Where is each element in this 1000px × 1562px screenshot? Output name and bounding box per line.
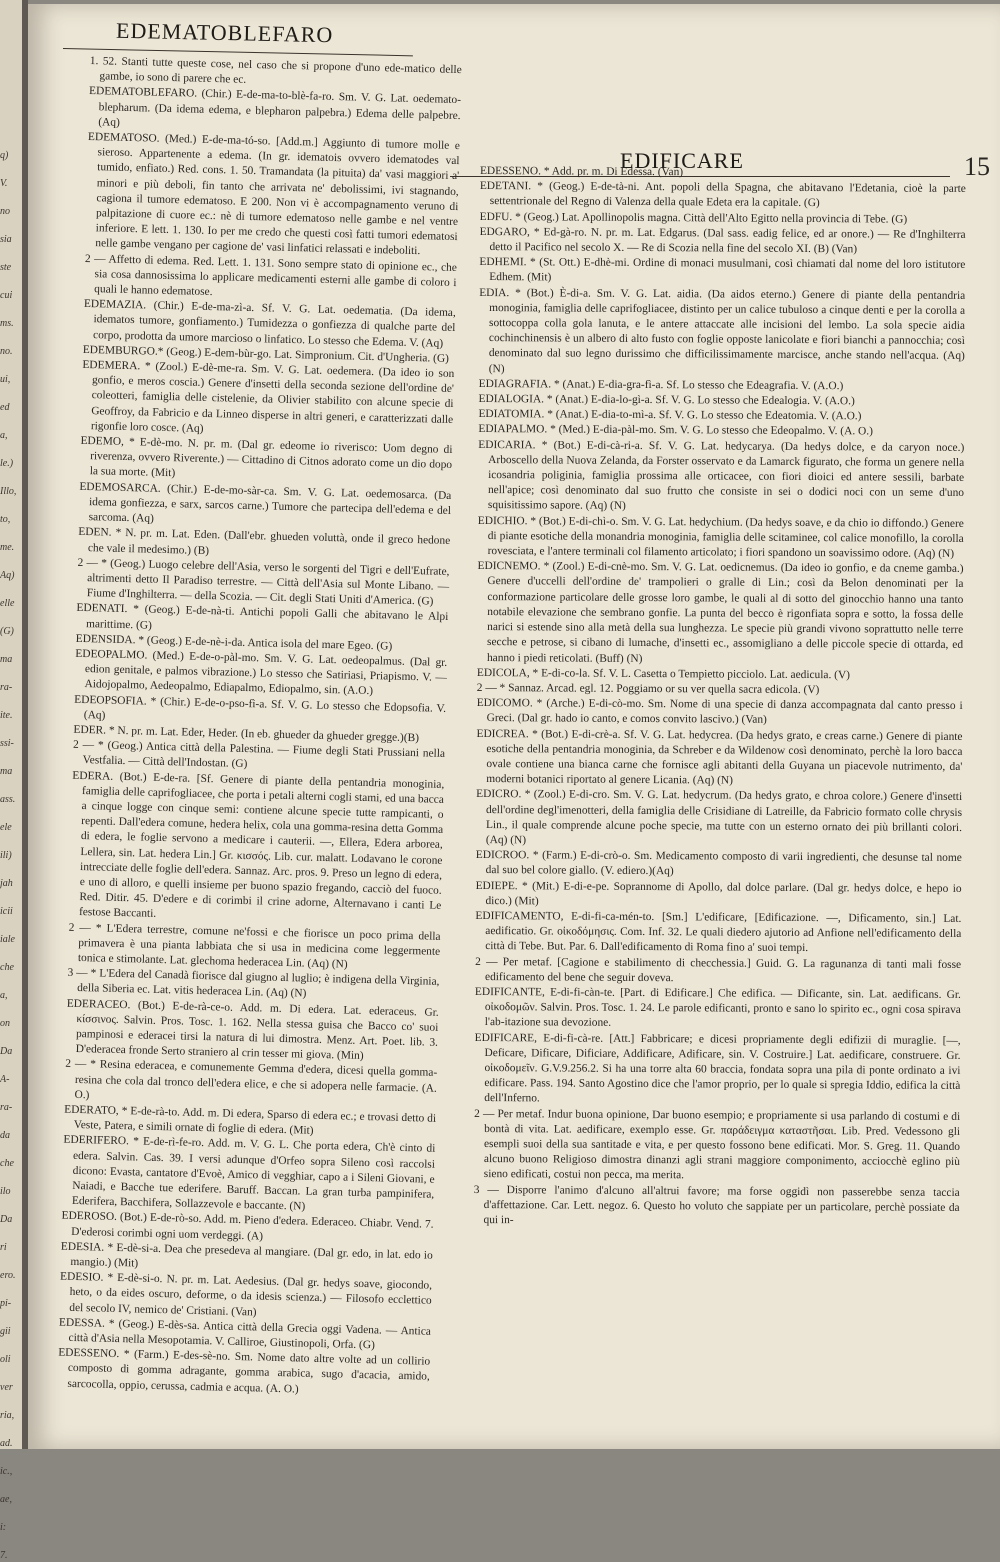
dictionary-entry: EDEMATOBLEFARO. (Chir.) E-de-ma-to-blè-fa-ro. Sm. V. G. Lat. oedemato-blepharum. (Da idema edema, e blepharon palpebra.) Edema delle palpebre. (Aq) (88, 85, 462, 129)
gutter-fragment: ma (0, 766, 13, 777)
gutter-fragment: no. (0, 346, 13, 357)
page-number: 15 (964, 152, 990, 181)
dictionary-entry: EDESSA. * (Geog.) E-dès-sa. Antica città della Grecia oggi Vadena. — Antica città d'Asia nella Mesopotamia. V. Calliroe, Giustinopoli, Orfa. (G) (58, 1316, 432, 1352)
dictionary-entry: 2 — Per metaf. [Cagione e stabilimento di checchessia.] Guid. G. La ragunanza di tanti mali fosse edificamento del bene che seguir doveva. (475, 955, 962, 984)
gutter-fragment: to, (0, 514, 11, 525)
gutter-fragment: da (0, 1130, 10, 1141)
gutter-fragment: che (0, 1158, 14, 1169)
dictionary-entry: EDICOMO. * (Arche.) E-di-cò-mo. Sm. Nome di una specie di danza accompagnata dal canto presso i Greci. (Dal gr. hado io canto, e comos convito lascivo.) (Van) (476, 697, 963, 727)
dictionary-entry: EDETANI. * (Geog.) E-de-tà-ni. Ant. popoli della Spagna, che abitavano l'Edetania, cioè la parte settentrionale del Regno di Valenza della quale Edeta era la capitale. (G) (479, 180, 966, 210)
gutter-fragment: gii (0, 1326, 11, 1337)
dictionary-entry: EDERIFERO. * E-de-rì-fe-ro. Add. m. V. G. L. Che porta edera, Ch'è cinto di edera. Salvin. Cas. 39. I versi adunque d'Orfeo sopra Sileno così raccolsi dicono: Evasta, cantatore d'Evoè, Amico di vegghiar, capo a i Sileni Giovani, e Naiadi, e Bacche tue ederifere. Baruff. Baccan. La gran turba pampinifera, Ederifera, Bacchifera, Sollazzevole e baccante. (N) (63, 1134, 436, 1213)
gutter-fragment: Aq) (0, 570, 15, 581)
dictionary-entry: EDEN. * N. pr. m. Lat. Eden. (Dall'ebr. ghueden voluttà, onde il greco hedone che vale il medesimo.) (B) (78, 526, 451, 557)
left-column (57, 54, 462, 1401)
dictionary-entry: EDERACEO. (Bot.) E-de-rà-ce-o. Add. m. Di edera. Lat. ederaceus. Gr. κίσσινος. Salvin. Pros. Tosc. 1. 162. Nella stessa guisa che Bacco co' suoi pampinosi e ederacei tirsi la natura di lui dimostra. Menz. Art. Poet. lib. 3. D'ederacea fronde Serto straniero al crin tesser mi giova. (Min) (66, 997, 439, 1063)
gutter-fragment: 7. (0, 1550, 8, 1561)
dictionary-entry: EDERATO, * E-de-rà-to. Add. m. Di edera, Sparso di edera ec.; e trovasi detto di Veste, Patera, e simili ornate di foglie di edera. (Mit) (64, 1103, 437, 1137)
gutter-fragment: ilo (0, 1186, 11, 1197)
gutter-fragment: ass. (0, 794, 16, 805)
dictionary-entry: EDENATI. * (Geog.) E-de-nà-ti. Antichi popoli Galli che abitavano le Alpi marittime. (G) (76, 602, 449, 632)
dictionary-entry: 2 — * (Geog.) Luogo celebre dell'Asia, verso le sorgenti del Tigri e dell'Eufrate, altrimenti detto Il Paradiso terrestre. — Città dell'Asia sul Monte Libano. — Fiume d'Inghilterra. — della Scozia. — Cit. degli Stati Uniti d'America. (G) (77, 556, 450, 608)
gutter-fragment: ria, (0, 1410, 15, 1421)
dictionary-entry: EDIFICAMENTO, E-di-fi-ca-mén-to. [Sm.] L'edificare, [Edificazione. —, Dificamento, sin.] Lat. aedificatio. Gr. οἰκοδόμησις. Com. Inf. 32. Le quali diedero ajutorio ad Anfione nell'edificamento della città di Tebe. But. Par. 6. Dall'edificamento di Roma fino a' suoi tempi. (475, 909, 962, 955)
gutter-fragment: on (0, 1018, 10, 1029)
dictionary-entry: EDEROSO. (Bot.) E-de-rò-so. Add. m. Pieno d'edera. Ederaceo. Chiabr. Vend. 7. D'ederosi corimbi ogni uom verdeggi. (A) (61, 1210, 434, 1243)
gutter-fragment: ste (0, 262, 12, 273)
gutter-fragment: V. (0, 178, 8, 189)
dictionary-entry: 2 — * Sannaz. Arcad. egl. 12. Poggiamo or su ver quella sacra edicola. (V) (476, 681, 820, 696)
dictionary-entry: 2 — * (Geog.) Antica città della Palestina. — Fiume degli Stati Prussiani nella Vestfalia. — Città dell'Indostan. (G) (72, 738, 446, 771)
dictionary-entry: EDICOLA, * E-di-co-la. Sf. V. L. Casetta o Tempietto picciolo. Lat. aedicula. (V) (476, 666, 851, 681)
right-running-head: EDIFICARE (620, 148, 744, 173)
gutter-fragment: ms. (0, 318, 14, 329)
gutter-fragment: sia (0, 234, 12, 245)
dictionary-entry: EDIAGRAFIA. * (Anat.) E-dia-gra-fì-a. Sf. Lo stesso che Edeagrafia. V. (A.O.) (478, 377, 844, 393)
dictionary-entry: EDESSENO. * Add. pr. m. Di Edessa. (Van) (479, 164, 684, 179)
dictionary-entry: EDFU. * (Geog.) Lat. Apollinopolis magna. Città dell'Alto Egitto nella provincia di Tebe. (G) (479, 210, 908, 226)
gutter-fragment: ra- (0, 1102, 13, 1113)
dictionary-page (28, 4, 1000, 1449)
dictionary-entry: EDIA. * (Bot.) È-di-a. Sm. V. G. Lat. aidia. (Da aidos eterno.) Genere di piante della pentandria monoginia, famiglia delle caprifogliacee, distinto per un calice tubuloso a cinque denti e per la corolla a sottocoppa colla gola lanuta, e le antere attaccate alle incisioni del lembo. La sola specie aidia cochinchinensis è un albero di alto fusto con foglie opposte lanicolate e fiori bianchi a pannocchia; così denominato dal suo legno durissimo che difficilissimamente marcisce, anche stando nell'acqua. (Aq) (N) (479, 286, 966, 375)
dictionary-entry: EDERA. (Bot.) E-de-ra. [Sf. Genere di piante della pentandria monoginia, famiglia delle caprifogliacee, che porta i petali alterni cogli stami, ed una bacca a cinque logge con cinque semi: contiene alcune specie tutte rampicanti, o repenti. Dall'edera comune, hedera helix, cola una gomma-resina detta Gomma di edera, le foglie servono a medicare i cauterii. —, Ellera, Edera arborea, Lellera, sin. Lat. hedera Lin.] Gr. κισσός. Lib. cur. malatt. Lodavano le corone intrecciate delle foglie dell'edera. Sannaz. Arc. pros. 9. Preso un legno di edera, e uno di alloro, e quelli insieme per buono spazio fregando, cacciò del fuoco. Red. Ditir. 45. D'edere e di corimbi il crine adorne, Alternavano i canti Le festose Baccanti. (72, 769, 445, 921)
dictionary-entry: 3 — Disporre l'animo d'alcuno all'altrui favore; ma forse oggidì non passerebbe senza taccia d'affettazione. Car. Lett. negoz. 6. Questo ho voluto che sappiate per un particolare, perchè possiate da qui in- (473, 1183, 960, 1227)
gutter-fragment: no (0, 206, 10, 217)
dictionary-entry: 2 — * Resina ederacea, e comunemente Gemma d'edera, dicesi quella gomma-resina che cola dal tronco dell'edera elice, e che si adopera nelle farmacie. (A. O.) (65, 1058, 438, 1102)
dictionary-entry: EDICHIO. * (Bot.) E-di-chì-o. Sm. V. G. Lat. hedychium. (Da hedys soave, e da chio io diffondo.) Genere di piante esotiche della monandria monoginia, famiglia delle scitaminee, col calice monofillo, la corolla rovesciata, e l'antere terminali col filamento articolato; i fiori spandono un soavissimo odore. (Aq) (N) (477, 514, 964, 560)
gutter-fragment: i: (0, 1522, 7, 1533)
gutter-fragment: ma (0, 654, 13, 665)
dictionary-entry: EDEMATOSO. (Med.) E-de-ma-tó-so. [Add.m.] Aggiunto di tumore molle e sieroso. Appartenente a edema. (In gr. idematois ovvero idematodes val tumido, enfiato.) Red. cons. 1. 50. Tramandata (la pituita) da' vasi maggiori a' minori e più deboli, fin tanto che arrivata ne' debolissimi, ivi stagnando, cagiona il tumore edematoso. E 200. Non vi è accompagnamento veruno di palpitazione di cuore ec.: nè di tumore edematoso nelle gambe e nel ventre inferiore. E lett. 1. 130. Io per me credo che questi così fatti tumori edematosi nelle gambe vengano per cagione de' vasi linfatici relassati e indeboliti. (87, 130, 461, 258)
gutter-fragment: ili) (0, 850, 12, 861)
gutter-fragment: elle (0, 598, 15, 609)
dictionary-entry: EDEMAZIA. (Chir.) E-de-ma-zì-a. Sf. V. G. Lat. oedematia. (Da idema, idematos tumore, gonfiamento.) Tumidezza o gonfiezza di qualche parte del corpo, prodotta da umore marcioso o linfatico. Lo stesso che Edema. V. (Aq) (83, 298, 456, 350)
dictionary-entry: EDENSIDA. * (Geog.) E-de-nè-i-da. Antica isola del mare Egeo. (G) (75, 632, 393, 653)
dictionary-entry: EDIATOMIA. * (Anat.) E-dia-to-mì-a. Sf. V. G. Lo stesso che Edeatomia. V. (A.O.) (478, 408, 862, 423)
adjacent-page-gutter (0, 0, 28, 1561)
right-column (473, 164, 965, 1231)
gutter-fragment: icii (0, 906, 13, 917)
dictionary-entry: EDIFICARE, E-di-fi-cà-re. [Att.] Fabbricare; e dicesi propriamente degli edifizii di muraglie. [—, Deficare, Dificare, Dificiare, Addificare, Adificare, sin. V. Costruire.] Lat. aedificare, construere. Gr. οἰκοδομεῖν. G.V.9.256.2. Si ha una torre alta 60 braccia, fondata sopra una pila di ponte ordinato a ivi edificare. Pass. 194. Santo Agostino dice che l'amor proprio, per lo quale si spregia Iddio, edifica la città dell'Inferno. (474, 1031, 961, 1105)
gutter-fragment: ite. (0, 710, 13, 721)
dictionary-entry: EDESSENO. * (Farm.) E-des-sè-no. Sm. Nome dato altre volte ad un collirio composto di gomma adragante, gomma arabica, sugo d'acacia, amido, sarcocolla, oppio, cerussa, cadmia e acqua. (A. O.) (58, 1346, 431, 1396)
gutter-fragment: ver (0, 1382, 13, 1393)
dictionary-entry: EDICRO. * (Zool.) E-di-cro. Sm. V. G. Lat. hedycrum. (Da hedys grato, e chroa colore.) Genere d'insetti dell'ordine degl'imenotteri, della famiglia delle Crisidiane di Latreille, da Fabricio formato colle chrysis Lin., il quale comprende alcune poche specie, ma tutte con un esterno ornato dei più brillanti colori. (Aq) (N) (476, 788, 963, 847)
gutter-fragment: Illo, (0, 486, 17, 497)
dictionary-entry: EDER. * N. pr. m. Lat. Eder, Heder. (In eb. ghueder da ghueder gregge.)(B) (73, 723, 420, 745)
gutter-fragment: q) (0, 150, 9, 161)
gutter-fragment: Da (0, 1046, 13, 1057)
gutter-fragment: cui (0, 290, 13, 301)
gutter-fragment: ero. (0, 1270, 16, 1281)
dictionary-entry: EDGARO, * Ed-gà-ro. N. pr. m. Lat. Edgarus. (Dal sass. eadig felice, ed ar onore.) — Re d'Inghilterra detto il Pacifico nel secolo X. — Re di Scozia nella fine del secolo XI. (B) (Van) (479, 225, 966, 256)
gutter-fragment: (G) (0, 626, 14, 637)
gutter-fragment: a, (0, 990, 8, 1001)
gutter-fragment: ic., (0, 1466, 13, 1477)
dictionary-entry: 2 — Affetto di edema. Red. Lett. 1. 131. Sono sempre stato di opinione ec., che sia cosa dannosissima lo applicare medicamenti esterni alle gambe di coloro i quali le hanno edematose. (84, 252, 458, 299)
gutter-fragment: me. (0, 542, 15, 553)
dictionary-entry: 1. 52. Stanti tutte queste cose, nel caso che si propone d'uno ede-matico delle gambe, io sono di parere che ec. (89, 54, 462, 87)
gutter-fragment: ssi- (0, 738, 14, 749)
gutter-fragment: ui, (0, 374, 11, 385)
dictionary-entry: EDEMERA. * (Zool.) E-dè-me-ra. Sm. V. G. Lat. oedemera. (Da ideo io son gonfio, e meros coscia.) Genere d'insetti della seconda sezione dell'ordine de' coleotteri, famiglia delle cistelenie, da Olivier stabilito con alcune specie di Geoffroy, da Fabricio e da Linneo disperse in altri generi, e caratterizzati dalle rigonfie loro cosce. (Aq) (82, 358, 455, 435)
dictionary-entry: EDEOPSOFIA. * (Chir.) E-de-o-pso-fì-a. Sf. V. G. Lo stesso che Edopsofia. V. (Aq) (74, 693, 447, 722)
gutter-fragment: oli (0, 1354, 11, 1365)
gutter-fragment: ad. (0, 1438, 13, 1449)
dictionary-entry: EDIFICANTE, E-di-fi-càn-te. [Part. di Edificare.] Che edifica. — Dificante, sin. Lat. aedificans. Gr. οἰκοδομῶν. Salvin. Pros. Tosc. 1. 24. Le parole edificanti, pronto e sano lo spirito ec., ogni cosa spirava l'ab-itazione sua devozione. (474, 985, 961, 1030)
dictionary-entry: EDIAPALMO. * (Med.) E-dia-pàl-mo. Sm. V. G. Lo stesso che Edeopalmo. V. (A. O.) (478, 423, 873, 438)
dictionary-entry: EDICROO. * (Farm.) E-di-crò-o. Sm. Medicamento composto di varii ingredienti, che desunse tal nome dal suo bel colore giallo. (V. ediero.)(Aq) (475, 849, 962, 878)
dictionary-entry: EDEMOSARCA. (Chir.) E-de-mo-sàr-ca. Sm. V. G. Lat. oedemosarca. (Da idema gonfiezza, e sarx, sarcos carne.) Tumore che partecipa dell'edema e del sarcoma. (Aq) (79, 480, 452, 525)
gutter-fragment: le.) (0, 458, 14, 469)
gutter-fragment: ed (0, 402, 10, 413)
dictionary-entry: EDESIO. * E-dè-si-o. N. pr. m. Lat. Aedesius. (Dal gr. hedys soave, giocondo, heto, o da eides oscuro, deforme, o da idesis scienza.) — Filosofo ecclettico del secolo IV, nemico de' Cristiani. (Van) (59, 1270, 433, 1319)
gutter-fragment: ae, (0, 1494, 12, 1505)
dictionary-entry: EDESIA. * E-dè-si-a. Dea che presedeva al mangiare. (Dal gr. edo, in lat. edo io mangio.) (Mit) (60, 1240, 433, 1270)
gutter-fragment: pi- (0, 1298, 12, 1309)
gutter-fragment: ri (0, 1242, 7, 1253)
dictionary-entry: 3 — * L'Edera del Canadà fiorisce dal giugno al luglio; è indigena della Virginia, della Siberia ec. Lat. vitis hederacea Lin. (Aq) (N) (67, 966, 440, 1000)
dictionary-entry: EDEOPALMO. (Med.) E-de-o-pàl-mo. Sm. V. G. Lat. oedeopalmus. (Dal gr. edion genitale, e palmos vibrazione.) Lo stesso che Satiriasi, Priapismo. V. — Aidojopalmo, Aedeopalmo, Ediapalmo, Ediopalmo, sin. (A.O.) (75, 647, 448, 698)
dictionary-entry: 2 — Per metaf. Indur buona opinione, Dar buono esempio; e propriamente si usa parlando di costumi e di bontà di vita. Lat. aedificare, exemplo esse. Gr. παράδειγμα καταστῆσαι. Lib. Pred. Vedessono gli esempli suoi della sua santitade e vita, e per questo fossono bene edificati. Mor. S. Greg. 11. Quando alcuno buono Religioso dimostra dinanzi agli strani maggiore componimento, acciocchè eglino più sieno edificati, costui non pecca, ma merita. (474, 1107, 961, 1182)
gutter-fragment: ra- (0, 682, 13, 693)
dictionary-entry: 2 — * L'Edera terrestre, comune ne'fossi e che fiorisce un poco prima della primavera è una pianta labbiata che si usa in medicina come leggermente tonica e stimolante. Lat. glechoma hederacea Lin. (Aq) (N) (68, 921, 441, 971)
gutter-fragment: A- (0, 1074, 10, 1085)
dictionary-entry: EDIALOGIA. * (Anat.) E-dia-lo-gì-a. Sf. V. G. Lo stesso che Edealogia. V. (A.O.) (478, 393, 855, 408)
dictionary-entry: EDEMO, * E-dè-mo. N. pr. m. (Dal gr. edeome io riveriscо: Uom degno di riverenza, ovvero Riverente.) — Cittadino di Citnos adorato come un dio dopo la sua morte. (Mit) (80, 434, 453, 480)
left-running-head: EDEMATOBLEFARO (115, 17, 334, 48)
gutter-fragment: che (0, 962, 14, 973)
dictionary-entry: EDEMBURGO.* (Geog.) E-dem-bùr-go. Lat. Simpronium. Cit. d'Ungheria. (G) (82, 343, 450, 365)
gutter-fragment: ele (0, 822, 12, 833)
gutter-fragment: a, (0, 430, 8, 441)
dictionary-entry: EDICNEMO. * (Zool.) E-di-cnè-mo. Sm. V. G. Lat. oedicnemus. (Da ideo io gonfio, e da cneme gamba.) Genere d'uccelli dell'ordine de' trampolieri o gralle di Lin.; così da Belon denominati per la conformazione particolare delle grosse loro gambe, le quali al di sotto del ginocchio hanno una tanto notabile elevazione che sembrano gonfie. La punta del becco è rigonfiata sopra e sotto, la fossa delle narici si estende sino alla metà della sua lunghezza. Le specie più grandi vivono soprattutto nelle terre secche e petrose, si cibano di lumache, d'insetti ec., assomigliano a delle piccole specie di ottarda, ed hanno i piedi reticolati. (Buff) (N) (477, 560, 964, 665)
gutter-fragment: iale (0, 934, 15, 945)
gutter-fragment: jah (0, 878, 13, 889)
gutter-fragment: Da (0, 1214, 13, 1225)
dictionary-entry: EDICREA. * (Bot.) E-di-crè-a. Sf. V. G. Lat. hedycrea. (Da hedys grato, e creas carne.) Genere di piante esotiche della pentandria monoginia, da Schreber e da Wildenow così denominato, perchè la loro bacca ovale contiene una bianca carne che fornisce agli abitanti della Guyana un piacevole nutrimento, da' moderni botanici riportato al genere Licania. (Aq) (N) (476, 727, 963, 787)
dictionary-entry: EDIEPE. * (Mit.) E-di-e-pe. Soprannome di Apollo, dal dolce parlare. (Dal gr. hedys dolce, e hepo io dico.) (Mit) (475, 879, 962, 908)
dictionary-entry: EDHEMI. * (St. Ott.) E-dhè-mi. Ordine di monaci musulmani, così chiamati dal nome del loro istitutore Edhem. (Mit) (479, 256, 966, 284)
dictionary-entry: EDICARIA. * (Bot.) E-di-cà-ri-a. Sf. V. G. Lat. hedycarya. (Da hedys dolce, e da caryon noce.) Arboscello della Nuova Zelanda, da Forster osservato e da Lamarck figurato, che forma un genere nella icosandria poliginia, famiglia prossima alle orticacee, con fiori dioici ed antere sessili, barbate nell'apice; così denominato dal suo frutto che consiste in sei o dodici noci con un seme d'uno squisitissimo sapore. (Aq) (N) (478, 438, 965, 513)
